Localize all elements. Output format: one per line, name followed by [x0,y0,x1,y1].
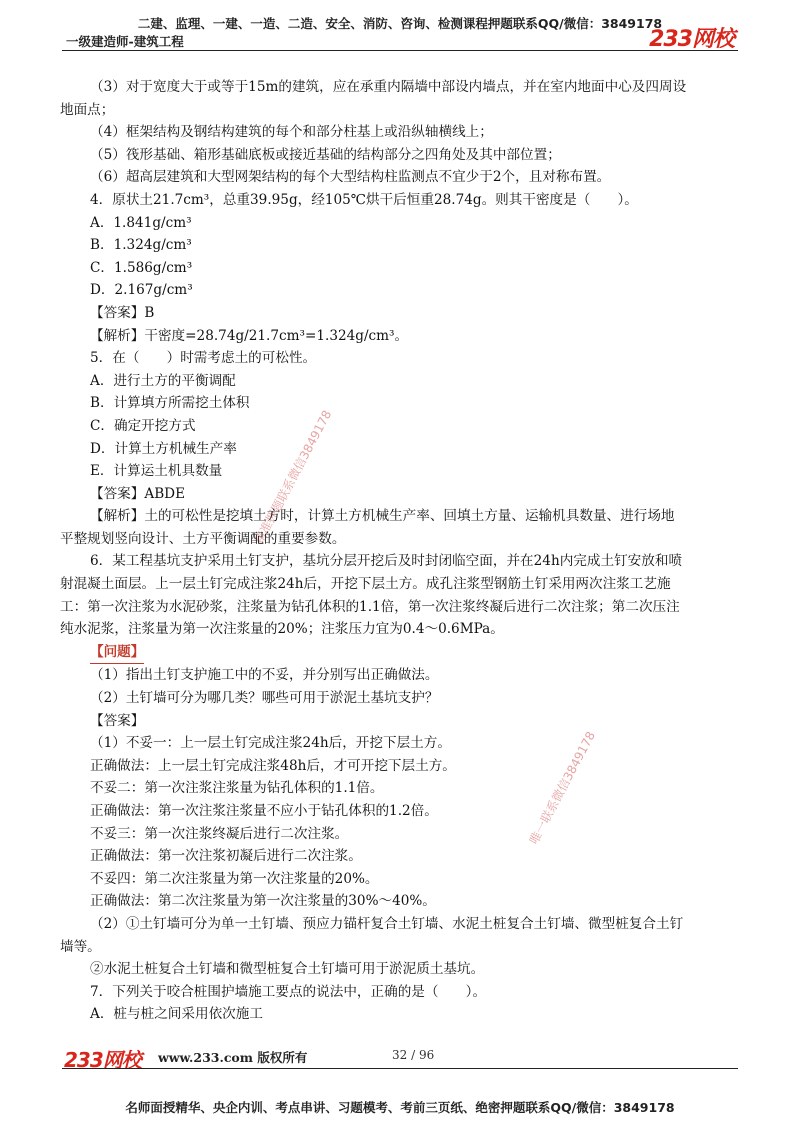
text-line: 射混凝土面层。上一层土钉完成注浆24h后，开挖下层土方。成孔注浆型钢筋土钉采用两次注浆工艺施 [60,576,671,593]
header-divider [62,50,738,51]
text-line: A．进行土方的平衡调配 [90,372,236,389]
text-line: （1）不妥一：上一层土钉完成注浆24h后，开挖下层土方。 [90,735,451,752]
text-line: 7．下列关于咬合桩围护墙施工要点的说法中，正确的是（ ）。 [90,983,487,1000]
text-line: D．计算土方机械生产率 [90,440,237,457]
text-line: （5）筏形基础、箱形基础底板或接近基础的结构部分之四角处及其中部位置； [90,146,561,163]
footer-logo: 233网校 [64,1048,141,1072]
text-line: A．桩与桩之间采用依次施工 [90,1006,263,1023]
text-line: B．计算填方所需挖土体积 [90,395,250,412]
text-line: A．1.841g/cm³ [90,214,192,231]
header-subtitle: 一级建造师-建筑工程 [66,34,184,49]
text-line: C．1.586g/cm³ [90,259,193,276]
text-line: 【解析】干密度=28.74g/21.7cm³=1.324g/cm³。 [90,327,409,344]
text-line: 地面点； [60,101,115,118]
footer-banner: 名师面授精华、央企内训、考点串讲、习题模考、考前三页纸、绝密押题联系QQ/微信：3849178 [125,1100,675,1115]
text-line: 正确做法：第一次注浆注浆量不应小于钻孔体积的1.2倍。 [90,803,438,819]
brand-logo: 233网校 [649,27,734,52]
text-line: （3）对于宽度大于或等于15m的建筑，应在承重内隔墙中部设内墙点，并在室内地面中心及四周设 [90,79,687,95]
text-line: 平整规划竖向设计、土方平衡调配的重要参数。 [60,530,346,547]
text-line: 不妥四：第二次注浆量为第一次注浆量的20%。 [90,870,379,887]
text-line: 正确做法：上一层土钉完成注浆48h后，才可开挖下层土方。 [90,757,456,774]
footer-copyright: www.233.com 版权所有 [158,1050,308,1065]
page-number: 32 / 96 [392,1048,435,1062]
text-line: 5．在（ ）时需考虑土的可松性。 [90,350,317,367]
document-body [60,76,740,1026]
watermark: 唯一联系微信3849178 [526,729,599,847]
text-line: 4．原状土21.7cm³，总重39.95g，经105℃烘干后恒重28.74g。则其干密度是（ ）。 [90,191,638,208]
footer-divider [62,1068,738,1069]
text-line: （4）框架结构及钢结构建筑的每个和部分柱基上或沿纵轴横线上； [90,124,493,141]
text-line: 【答案】B [90,304,155,321]
text-line: （1）指出土钉支护施工中的不妥，并分别写出正确做法。 [90,667,439,684]
question-label: 【问题】 [90,641,144,665]
text-line: E．计算运土机具数量 [90,463,223,480]
text-line: 【答案】 [90,712,145,729]
text-line: C．确定开挖方式 [90,417,196,434]
text-line: 纯水泥浆，注浆量为第一次注浆量的20%；注浆压力宜为0.4～0.6MPa。 [60,621,504,638]
text-line: 墙等。 [60,938,101,955]
text-line [90,641,740,665]
header-banner: 二建、监理、一建、一造、二造、安全、消防、咨询、检测课程押题联系QQ/微信：3849178 [137,16,663,31]
text-line: （2）土钉墙可分为哪几类？哪些可用于淤泥土基坑支护？ [90,690,439,707]
text-line: 正确做法：第一次注浆初凝后进行二次注浆。 [90,848,362,865]
text-line: 不妥三：第一次注浆终凝后进行二次注浆。 [90,825,349,842]
text-line: ②水泥土桩复合土钉墙和微型桩复合土钉墙可用于淤泥质土基坑。 [90,961,485,978]
text-line: （2）①土钉墙可分为单一土钉墙、预应力锚杆复合土钉墙、水泥土桩复合土钉墙、微型桩复合土钉 [90,915,684,932]
text-line: 不妥二：第一次注浆注浆量为钻孔体积的1.1倍。 [90,780,384,797]
text-line: 【答案】ABDE [90,485,186,502]
text-line: B．1.324g/cm³ [90,237,192,254]
text-line: D．2.167g/cm³ [90,282,193,299]
text-line: （6）超高层建筑和大型网架结构的每个大型结构柱监测点不宜少于2个，且对称布置。 [90,169,611,186]
text-line: 正确做法：第二次注浆量为第一次注浆量的30%～40%。 [90,893,436,910]
text-line: 【解析】土的可松性是挖填土方时，计算土方机械生产率、回填土方量、运输机具数量、进行场地 [90,508,675,525]
watermark: 精准押题联系微信3849178 [251,407,335,547]
text-line: 工：第一次注浆为水泥砂浆，注浆量为钻孔体积的1.1倍，第一次注浆终凝后进行二次注浆；第二次压注 [60,598,680,615]
text-line: 6．某工程基坑支护采用土钉支护，基坑分层开挖后及时封闭临空面，并在24h内完成土钉安放和喷 [90,553,683,570]
